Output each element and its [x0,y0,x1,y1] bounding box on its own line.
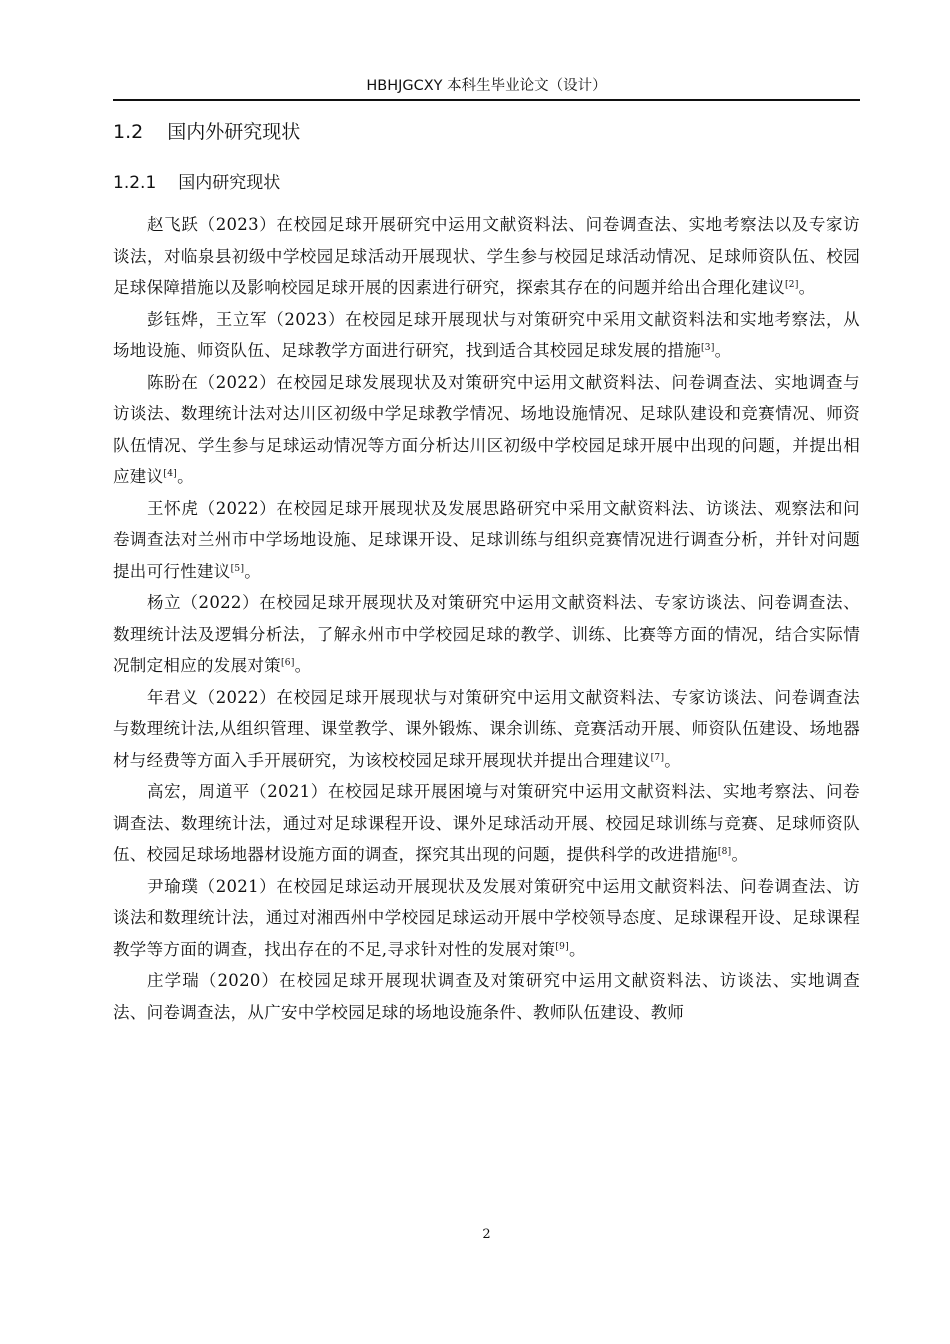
section-title: 国内外研究现状 [167,121,301,143]
page-number: 2 [482,1227,491,1242]
paragraph-text: 杨立（2022）在校园足球开展现状及对策研究中运用文献资料法、专家访谈法、问卷调查法、数理统计法及逻辑分析法，了解永州市中学校园足球的教学、训练、比赛等方面的情况，结合实际情况制定相应的发展对策 [113,593,860,675]
subsection-title: 国内研究现状 [178,173,281,193]
paragraph [113,367,860,493]
paragraph-text: 赵飞跃（2023）在校园足球开展研究中运用文献资料法、问卷调查法、实地考察法以及专家访谈法，对临泉县初级中学校园足球活动开展现状、学生参与校园足球活动情况、足球师资队伍、校园足球保障措施以及影响校园足球开展的因素进行研究，探索其存在的问题并给出合理化建议 [113,215,860,297]
subsection-number: 1.2.1 [113,173,157,193]
header-divider [113,99,860,101]
paragraph-text: 彭钰烨，王立军（2023）在校园足球开展现状与对策研究中采用文献资料法和实地考察法，从场地设施、师资队伍、足球教学方面进行研究，找到适合其校园足球发展的措施 [113,309,860,360]
paragraph-text: 高宏，周道平（2021）在校园足球开展困境与对策研究中运用文献资料法、实地考察法、问卷调查法、数理统计法，通过对足球课程开设、课外足球活动开展、校园足球训练与竞赛、足球师资队伍、校园足球场地器材设施方面的调查，探究其出现的问题，提供科学的改进措施 [113,782,860,864]
citation: [7] [650,752,665,763]
paragraph [113,682,860,777]
citation: [6] [281,658,295,668]
paragraph [113,304,860,367]
citation: [2] [785,280,799,290]
paragraph-end: 。 [731,845,749,864]
paragraph-text: 庄学瑞（2020）在校园足球开展现状调查及对策研究中运用文献资料法、访谈法、实地调查法、问卷调查法，从广安中学校园足球的场地设施条件、教师队伍建设、教师 [113,971,860,1022]
section-number: 1.2 [113,121,144,143]
paragraph-text: 陈盼在（2022）在校园足球发展现状及对策研究中运用文献资料法、问卷调查法、实地调查与访谈法、数理统计法对达川区初级中学足球教学情况、场地设施情况、足球队建设和竞赛情况、师资队伍情况、学生参与足球运动情况等方面分析达川区初级中学校园足球开展中出现的问题，并提出相应建议 [113,372,860,486]
section-heading [113,118,300,146]
paragraph-end: 。 [294,656,312,675]
paragraph-end: 。 [569,939,586,959]
citation: [8] [717,847,732,857]
body-text [113,209,860,1028]
paragraph-end: 。 [244,561,262,581]
subsection-heading [113,170,280,196]
citation: [3] [701,343,715,353]
paragraph-text: 年君义（2022）在校园足球开展现状与对策研究中运用文献资料法、专家访谈法、问卷调查法与数理统计法,从组织管理、课堂教学、课外锻炼、课余训练、竞赛活动开展、师资队伍建设、场地器材与经费等方面入手开展研究，为该校校园足球开展现状并提出合理建议 [113,687,860,770]
paragraph [113,493,860,588]
paragraph [113,871,860,966]
paragraph [113,965,860,1028]
paragraph [113,587,860,682]
citation: [9] [555,941,570,952]
citation: [4] [163,469,178,479]
paragraph-end: 。 [798,278,816,297]
paragraph [113,776,860,871]
paragraph-text: 王怀虎（2022）在校园足球开展现状及发展思路研究中采用文献资料法、访谈法、观察法和问卷调查法对兰州市中学场地设施、足球课开设、足球训练与组织竞赛情况进行调查分析，并针对问题提出可行性建议 [113,498,860,581]
citation: [5] [230,563,245,574]
paragraph-end: 。 [177,467,194,486]
page-header: HBHJGCXY 本科生毕业论文（设计） [366,78,607,94]
paragraph-end: 。 [664,750,682,770]
paragraph-text: 尹瑜璞（2021）在校园足球运动开展现状及发展对策研究中运用文献资料法、问卷调查法、访谈法和数理统计法，通过对湘西州中学校园足球运动开展中学校领导态度、足球课程开设、足球课程教学等方面的调查，找出存在的不足,寻求针对性的发展对策 [113,876,860,959]
paragraph-end: 。 [714,341,732,360]
paragraph [113,209,860,304]
